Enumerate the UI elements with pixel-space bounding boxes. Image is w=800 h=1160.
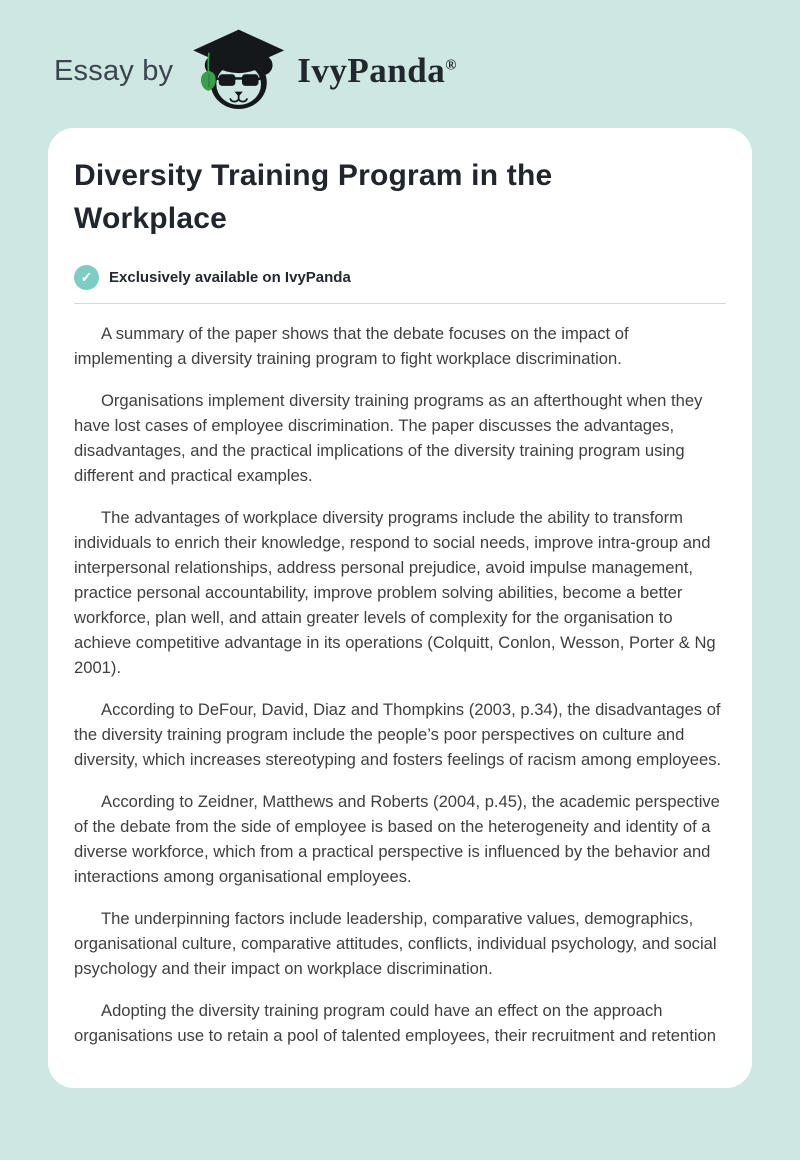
paragraph-intro: Organisations implement diversity training programs as an afterthought when they have lost cases of employee discrimination. The paper discusses the advantages, disadvantages, and the practical implications of the diversity training program using different and practical examples. — [74, 391, 703, 485]
paragraph-academic-perspective: According to Zeidner, Matthews and Roberts (2004, p.45), the academic perspective of the debate from the side of employee is based on the heterogeneity and identity of a diverse workforce, which from a practical perspective is influenced by the behavior and interactions among organisational employees. — [74, 792, 720, 886]
brand-wordmark — [297, 51, 457, 91]
essay-title: Diversity Training Program in the Workplace — [74, 159, 553, 235]
paragraph-summary: A summary of the paper shows that the debate focuses on the impact of implementing a diversity training program to fight workplace discrimination. — [74, 324, 629, 368]
essay-body — [74, 321, 726, 1048]
header — [0, 0, 800, 112]
paragraph-advantages: The advantages of workplace diversity programs include the ability to transform individuals to enrich their knowledge, respond to social needs, improve intra-group and interpersonal relationships, address personal prejudice, avoid impulse management, practice personal accountability, improve problem solving abilities, become a better workforce, plan well, and attain greater levels of complexity for the organisation to achieve competitive advantage in its operations (Colquitt, Conlon, Wesson, Porter & Ng 2001). — [74, 508, 716, 677]
check-icon: ✓ — [74, 265, 99, 290]
exclusive-badge-label: Exclusively available on IvyPanda — [109, 269, 351, 286]
paragraph-disadvantages: According to DeFour, David, Diaz and Thompkins (2003, p.34), the disadvantages of the diversity training program include the people’s poor perspectives on culture and diversity, which increases stereotyping and fosters feelings of racism among employees. — [74, 700, 722, 769]
exclusive-badge — [74, 265, 726, 290]
paragraph-adopting: Adopting the diversity training program could have an effect on the approach organisations use to retain a pool of talented employees, their recruitment and retention — [74, 1001, 717, 1045]
divider — [74, 303, 726, 304]
paragraph-underpinning-factors: The underpinning factors include leadership, comparative values, demographics, organisational culture, comparative attitudes, conflicts, individual psychology, and social psychology and their impact on workplace discrimination. — [74, 909, 717, 978]
ivypanda-panda-logo-icon — [187, 28, 287, 114]
essay-by-label: Essay by — [54, 54, 174, 87]
brand-name: IvyPanda — [297, 51, 446, 90]
essay-card — [48, 128, 752, 1088]
registered-mark-icon: ® — [445, 57, 457, 74]
